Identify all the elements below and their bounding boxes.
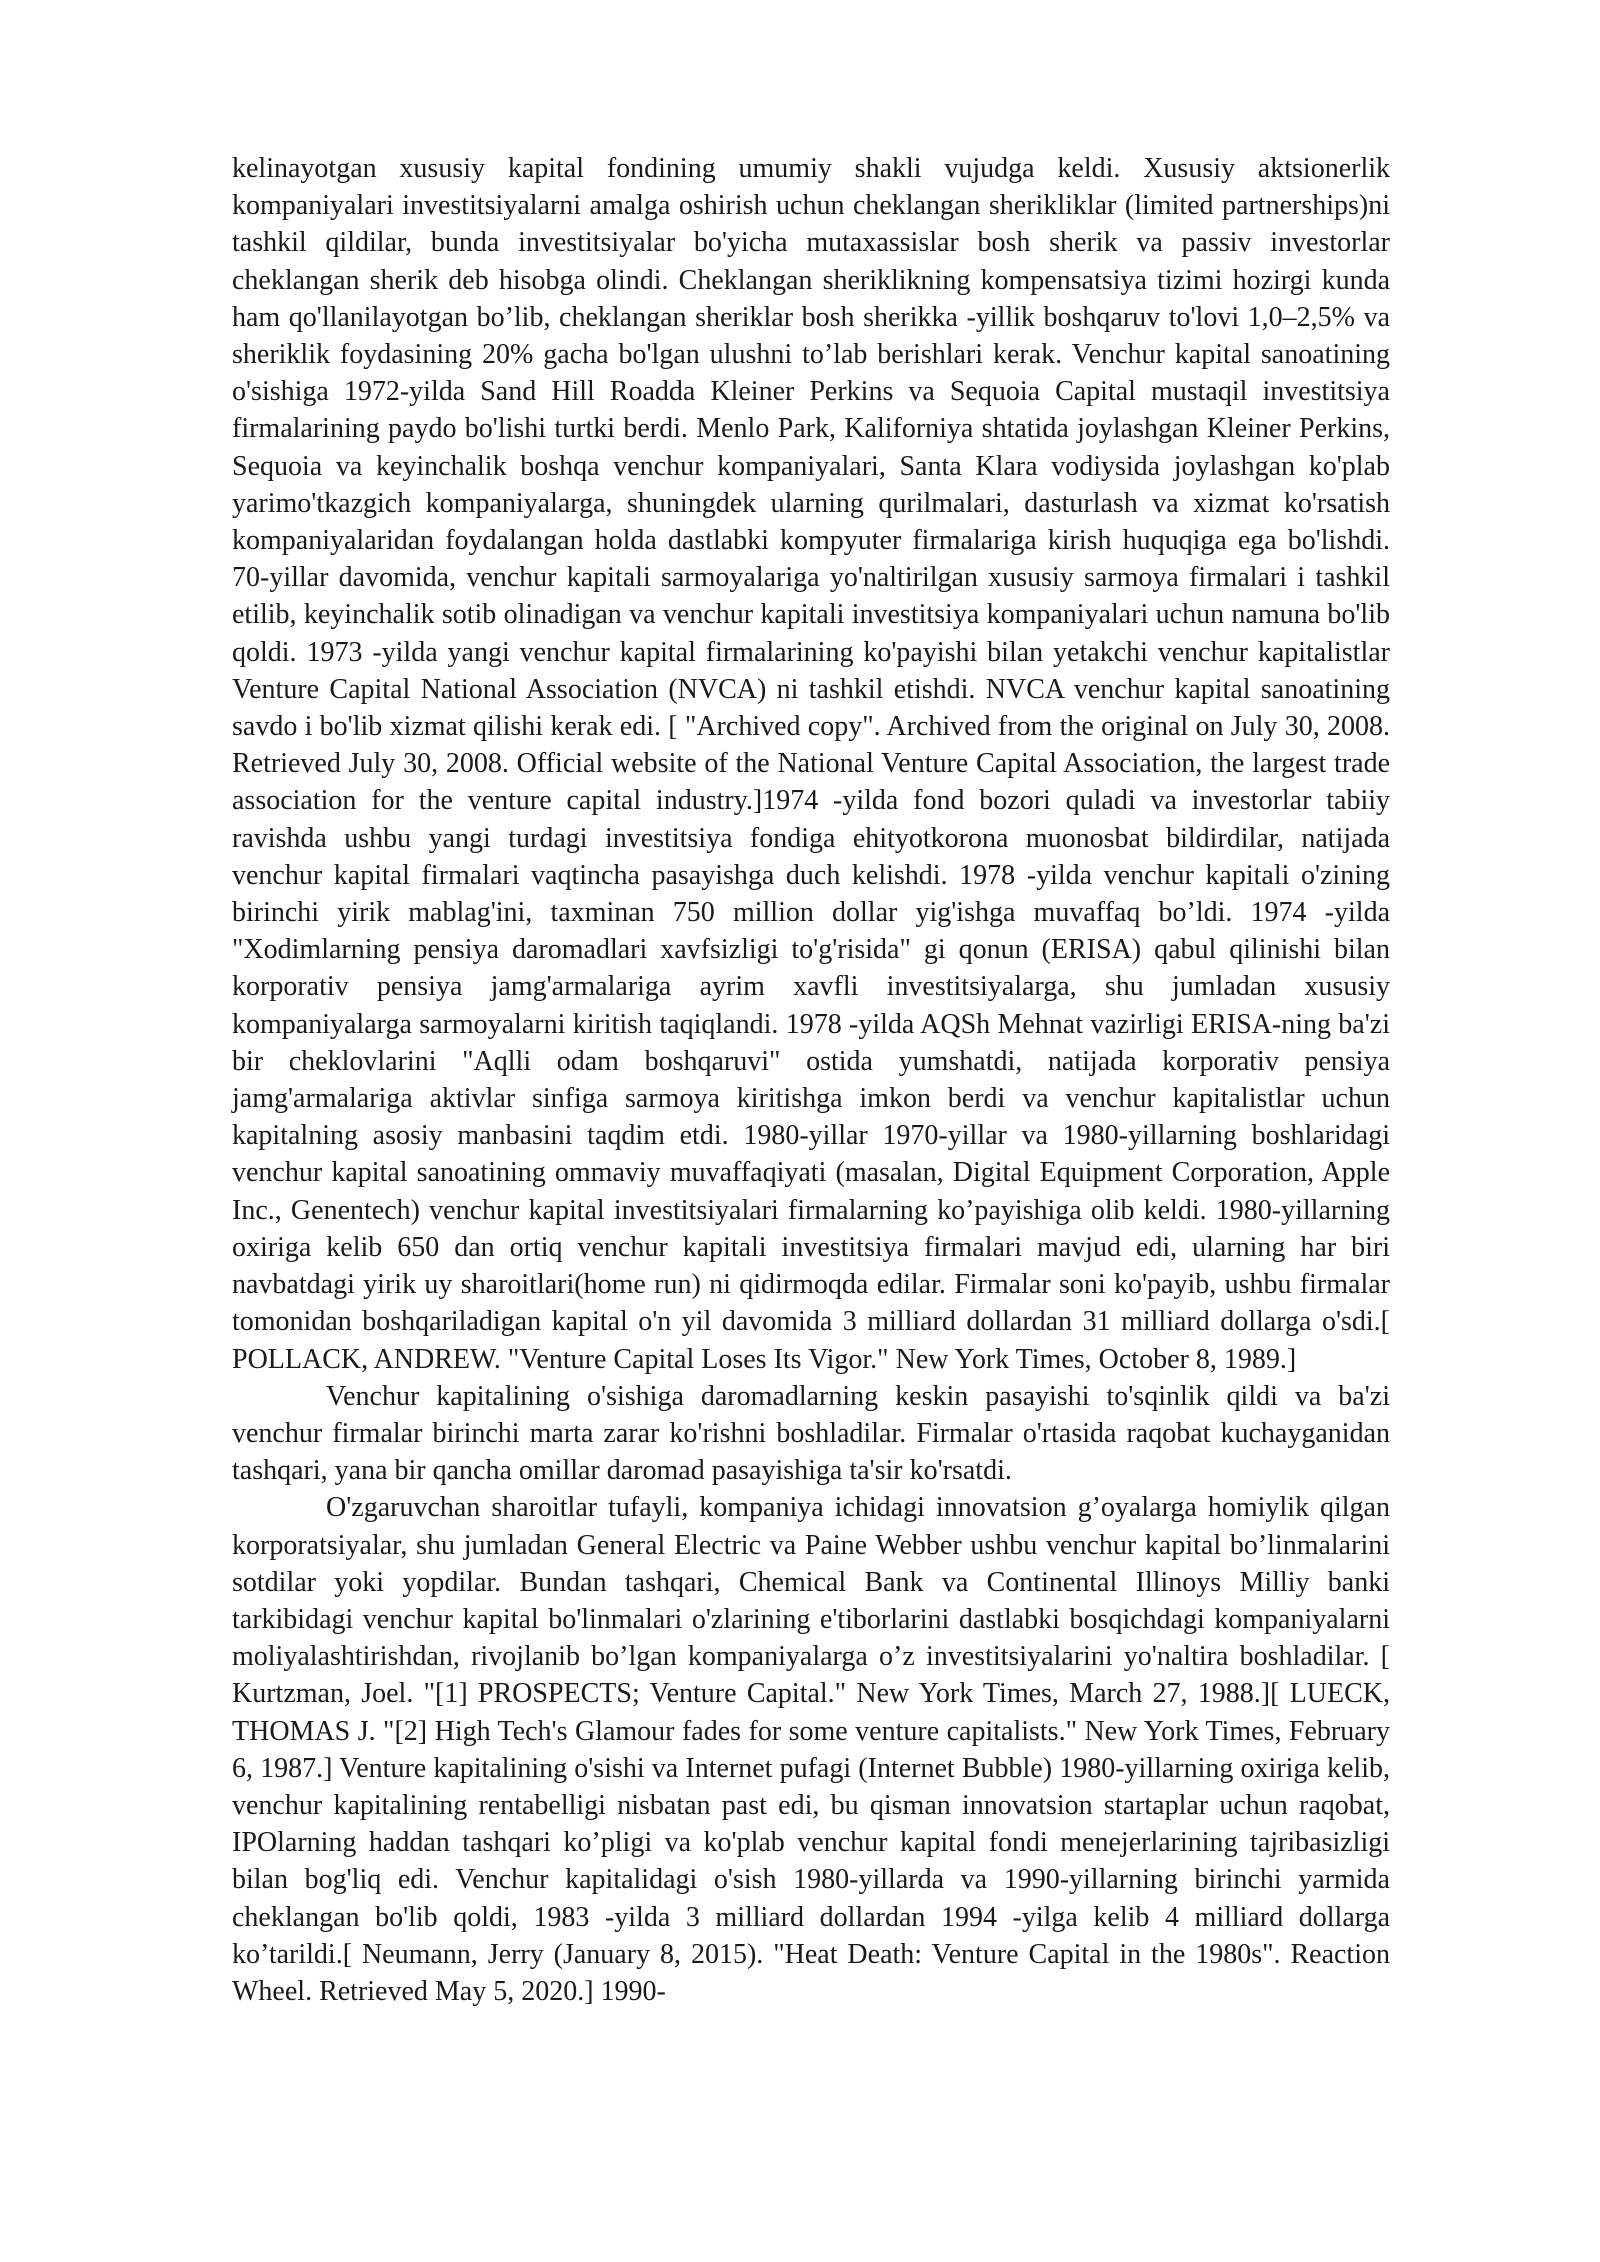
paragraph-3: O'zgaruvchan sharoitlar tufayli, kompaniya ichidagi innovatsion g’oyalarga homiylik qilgan korporatsiyalar, shu jumladan General Electric va Paine Webber ushbu venchur kapital bo’linmalarini sotdilar yoki yopdilar. Bundan tashqari, Chemical Bank va Continental Illinoys Milliy banki tarkibidagi venchur kapital bo'linmalari o'zlarining e'tiborlarini dastlabki bosqichdagi kompaniyalarni moliyalashtirishdan, rivojlanib bo’lgan kompaniyalarga o’z investitsiyalarini yo'naltira boshladilar. [ Kurtzman, Joel. "[1] PROSPECTS; Venture Capital." New York Times, March 27, 1988.][ LUECK, THOMAS J. "[2] High Tech's Glamour fades for some venture capitalists." New York Times, February 6, 1987.] Venture kapitalining o'sishi va Internet pufagi (Internet Bubble) 1980-yillarning oxiriga kelib, venchur kapitalining rentabelligi nisbatan past edi, bu qisman innovatsion startaplar uchun raqobat, IPOlarning haddan tashqari ko’pligi va ko'plab venchur kapital fondi menejerlarining tajribasizligi bilan bog'liq edi. Venchur kapitalidagi o'sish 1980-yillarda va 1990-yillarning birinchi yarmida cheklangan bo'lib qoldi, 1983 -yilda 3 milliard dollardan 1994 -yilga kelib 4 milliard dollarga ko’tarildi.[ Neumann, Jerry (January 8, 2015). "Heat Death: Venture Capital in the 1980s". Reaction Wheel. Retrieved May 5, 2020.] 1990-: [232, 1492, 1390, 2007]
document-page: [232, 150, 1390, 2010]
paragraph-2: Venchur kapitalining o'sishiga daromadlarning keskin pasayishi to'sqinlik qildi va ba'zi venchur firmalar birinchi marta zarar ko'rishni boshladilar. Firmalar o'rtasida raqobat kuchayganidan tashqari, yana bir qancha omillar daromad pasayishiga ta'sir ko'rsatdi.: [232, 1380, 1390, 1487]
paragraph-1: kelinayotgan xususiy kapital fondining umumiy shakli vujudga keldi. Xususiy aktsionerlik kompaniyalari investitsiyalarni amalga oshirish uchun cheklangan sherikliklar (limited partnerships)ni tashkil qildilar, bunda investitsiyalar bo'yicha mutaxassislar bosh sherik va passiv investorlar cheklangan sherik deb hisobga olindi. Cheklangan sheriklikning kompensatsiya tizimi hozirgi kunda ham qo'llanilayotgan bo’lib, cheklangan sheriklar bosh sherikka -yillik boshqaruv to'lovi 1,0–2,5% va sheriklik foydasining 20% gacha bo'lgan ulushni to’lab berishlari kerak. Venchur kapital sanoatining o'sishiga 1972-yilda Sand Hill Roadda Kleiner Perkins va Sequoia Capital mustaqil investitsiya firmalarining paydo bo'lishi turtki berdi. Menlo Park, Kaliforniya shtatida joylashgan Kleiner Perkins, Sequoia va keyinchalik boshqa venchur kompaniyalari, Santa Klara vodiysida joylashgan ko'plab yarimo'tkazgich kompaniyalarga, shuningdek ularning qurilmalari, dasturlash va xizmat ko'rsatish kompaniyalaridan foydalangan holda dastlabki kompyuter firmalariga kirish huquqiga ega bo'lishdi. 70-yillar davomida, venchur kapitali sarmoyalariga yo'naltirilgan xususiy sarmoya firmalari i tashkil etilib, keyinchalik sotib olinadigan va venchur kapitali investitsiya kompaniyalari uchun namuna bo'lib qoldi. 1973 -yilda yangi venchur kapital firmalarining ko'payishi bilan yetakchi venchur kapitalistlar Venture Capital National Association (NVCA) ni tashkil etishdi. NVCA venchur kapital sanoatining savdo i bo'lib xizmat qilishi kerak edi. [ "Archived copy". Archived from the original on July 30, 2008. Retrieved July 30, 2008. Official website of the National Venture Capital Association, the largest trade association for the venture capital industry.]1974 -yilda fond bozori quladi va investorlar tabiiy ravishda ushbu yangi turdagi investitsiya fondiga ehityotkorona muonosbat bildirdilar, natijada venchur kapital firmalari vaqtincha pasayishga duch kelishdi. 1978 -yilda venchur kapitali o'zining birinchi yirik mablag'ini, taxminan 750 million dollar yig'ishga muvaffaq bo’ldi. 1974 -yilda "Xodimlarning pensiya daromadlari xavfsizligi to'g'risida" gi qonun (ERISA) qabul qilinishi bilan korporativ pensiya jamg'armalariga ayrim xavfli investitsiyalarga, shu jumladan xususiy kompaniyalarga sarmoyalarni kiritish taqiqlandi. 1978 -yilda AQSh Mehnat vazirligi ERISA-ning ba'zi bir cheklovlarini "Aqlli odam boshqaruvi" ostida yumshatdi, natijada korporativ pensiya jamg'armalariga aktivlar sinfiga sarmoya kiritishga imkon berdi va venchur kapitalistlar uchun kapitalning asosiy manbasini taqdim etdi. 1980-yillar 1970-yillar va 1980-yillarning boshlaridagi venchur kapital sanoatining ommaviy muvaffaqiyati (masalan, Digital Equipment Corporation, Apple Inc., Genentech) venchur kapital investitsiyalari firmalarning ko’payishiga olib keldi. 1980-yillarning oxiriga kelib 650 dan ortiq venchur kapitali investitsiya firmalari mavjud edi, ularning har biri navbatdagi yirik uy sharoitlari(home run) ni qidirmoqda edilar. Firmalar soni ko'payib, ushbu firmalar tomonidan boshqariladigan kapital o'n yil davomida 3 milliard dollardan 31 milliard dollarga o'sdi.[ POLLACK, ANDREW. "Venture Capital Loses Its Vigor." New York Times, October 8, 1989.]: [232, 153, 1390, 1375]
